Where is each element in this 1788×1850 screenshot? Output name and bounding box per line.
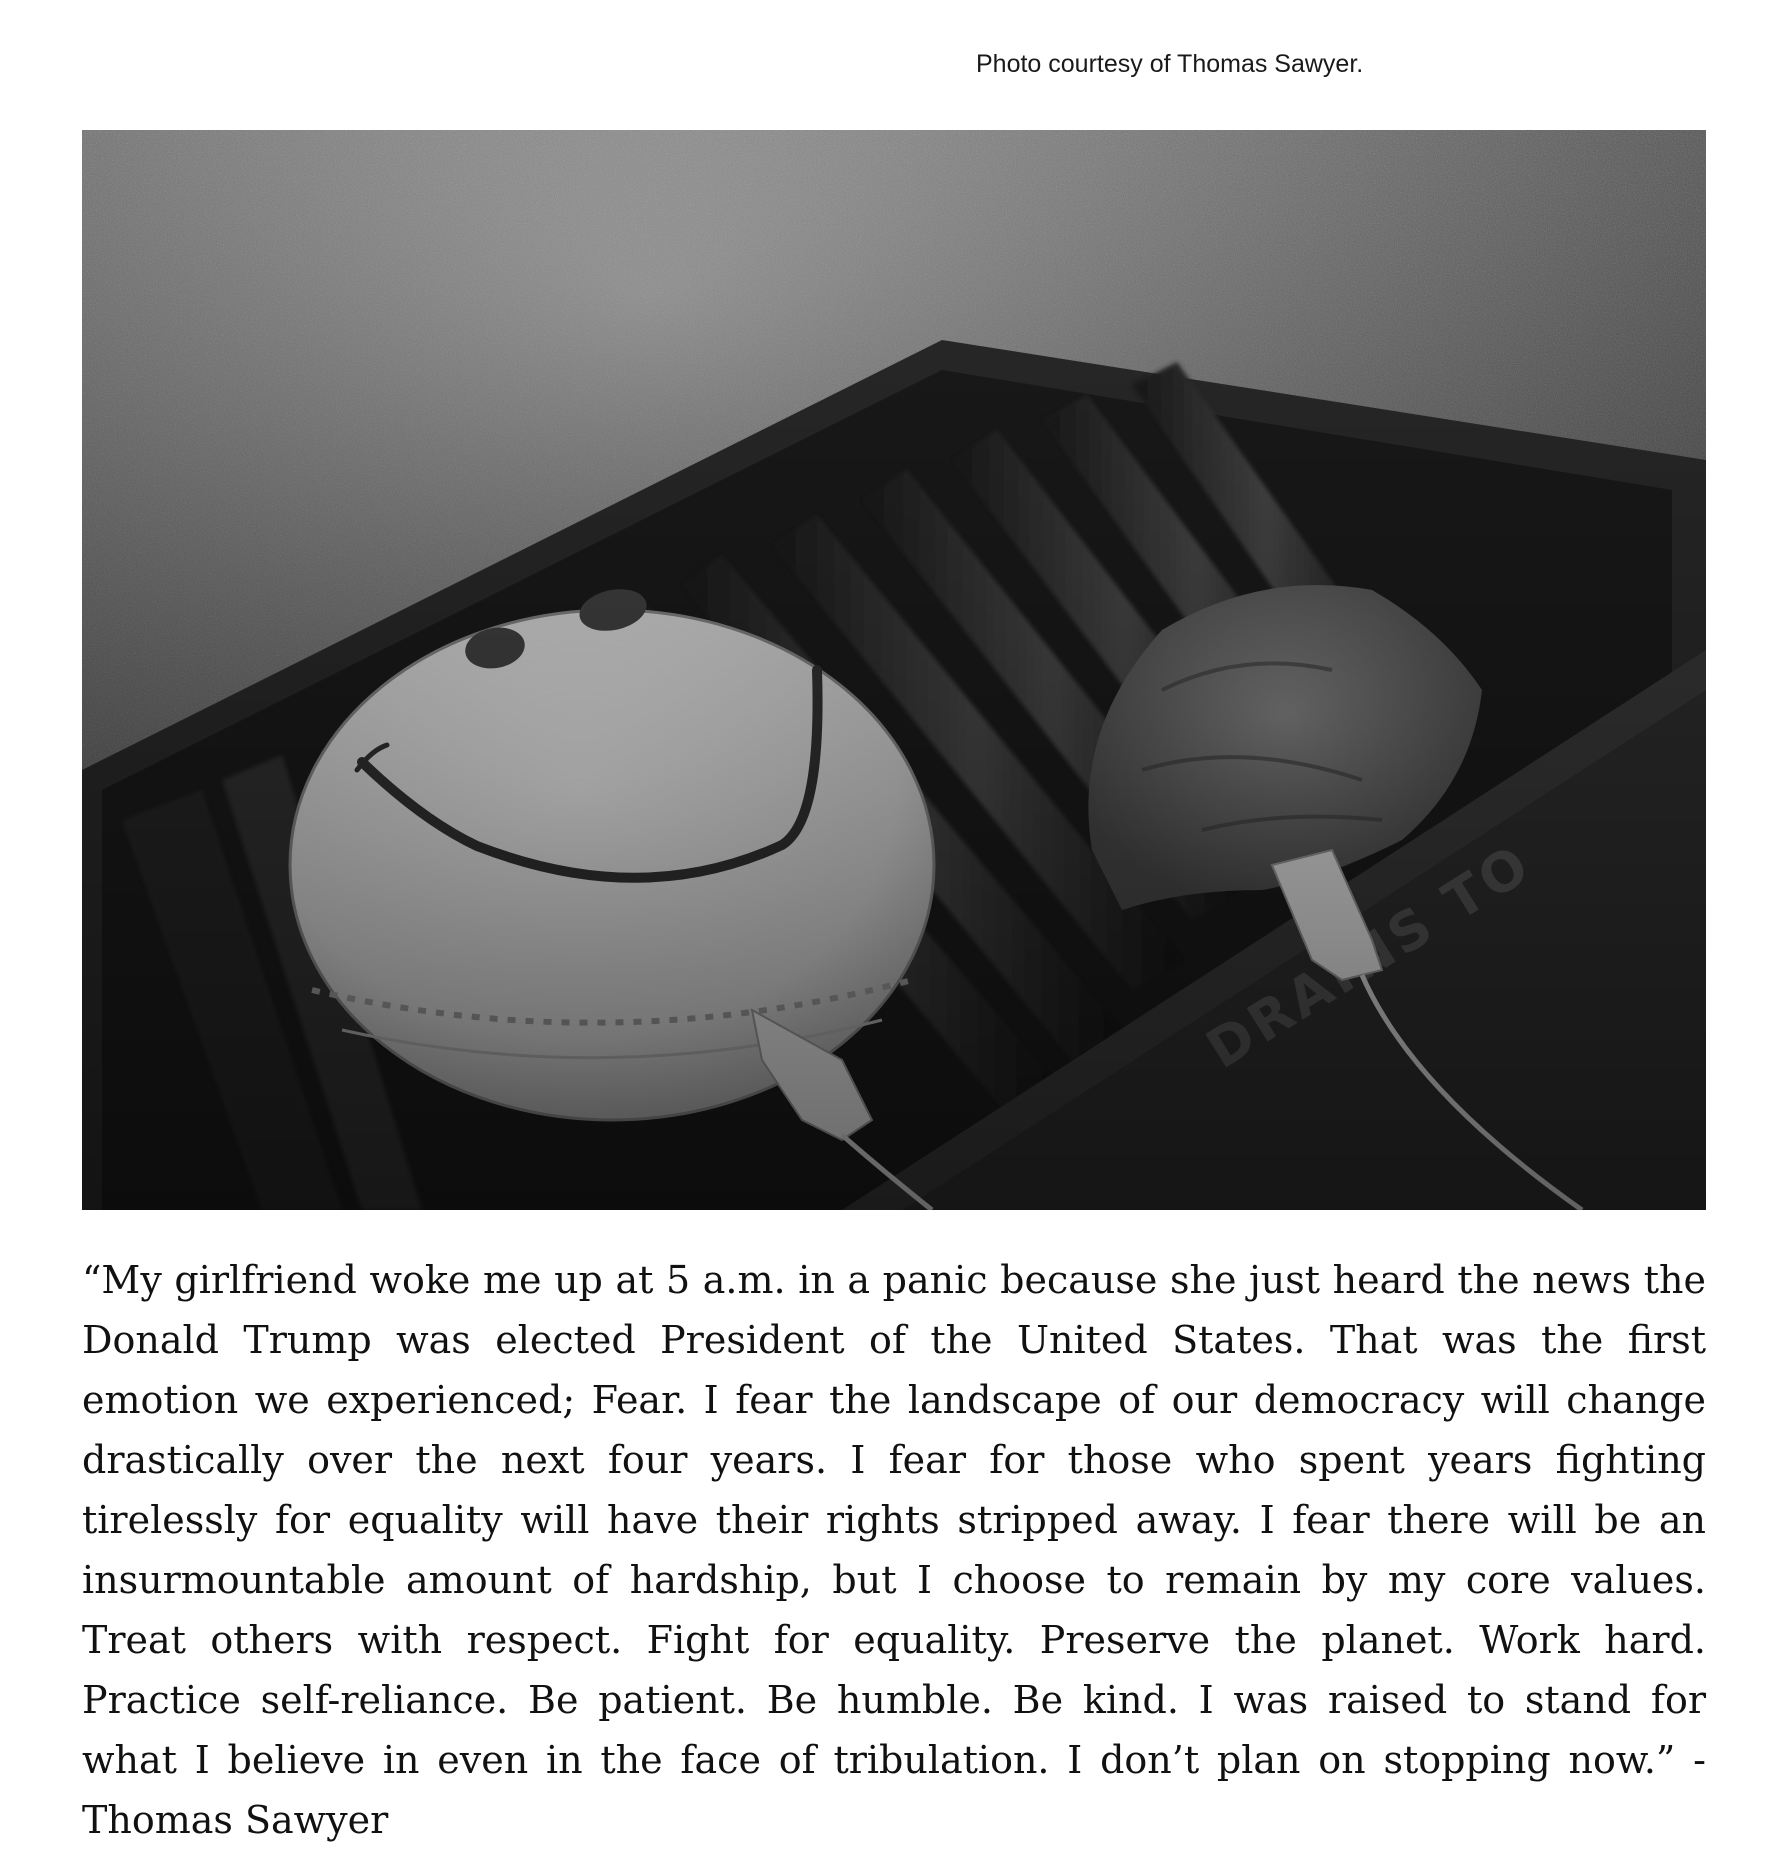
photo — [82, 130, 1706, 1210]
photo-image — [82, 130, 1706, 1210]
photo-caption: Photo courtesy of Thomas Sawyer. — [976, 50, 1364, 78]
quote-text: “My girlfriend woke me up at 5 a.m. in a panic because she just heard the news the Donald Trump was elected President of the United States. That was the first emotion we experienced; Fear. I fear the landscape of our democracy will change drastically over the next four years. I fear for those who spent years fighting tirelessly for equality will have their rights stripped away. I fear there will be an insurmountable amount of hardship, but I choose to remain by my core values. Treat others with respect. Fight for equality. Preserve the planet. Work hard. Practice self-reliance. Be patient. Be humble. Be kind. I was raised to stand for what I believe in even in the face of tribulation. I don’t plan on stopping now.” - Thomas Sawyer — [82, 1258, 1706, 1842]
